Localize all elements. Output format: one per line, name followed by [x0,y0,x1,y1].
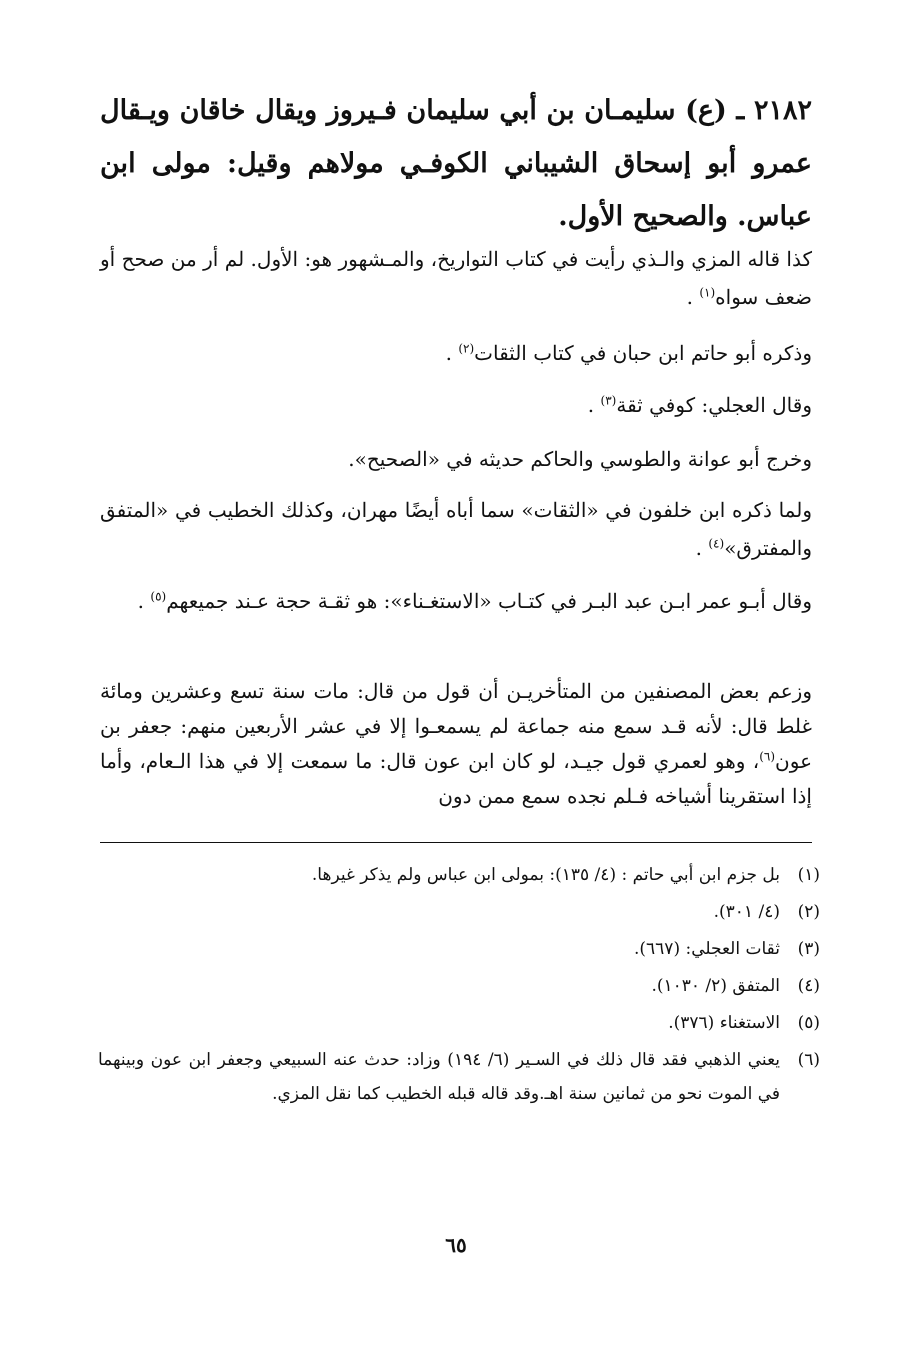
footnote-number: (٣) [797,939,820,959]
paragraph-tail: . [686,285,700,309]
footnote-text: الاستغناء (٣٧٦). [668,1013,780,1033]
footnote-ref-5[interactable]: (٥) [150,589,167,604]
footnote-6 [98,1043,820,1111]
footnote-1 [98,858,820,892]
footnote-number: (٤) [797,976,820,996]
footnote-ref-3[interactable]: (٣) [600,393,617,408]
page-number: ٦٥ [445,1233,467,1257]
paragraph-text: ولما ذكره ابن خلفون في «الثقات» سما أباه أيضًا مهران، وكذلك الخطيب في «المتفق والمفترق» [100,498,812,560]
footnotes-section [98,858,820,1114]
paragraph-text: وقال العجلي: كوفي ثقة [616,393,812,417]
footnote-4 [98,969,820,1003]
footnote-ref-4[interactable]: (٤) [708,536,725,551]
paragraph-5 [100,491,812,567]
footnote-divider [100,842,812,843]
footnote-text: ثقات العجلي: (٦٦٧). [633,939,780,959]
paragraph-1 [100,240,812,316]
paragraph-text: وزعم بعض المصنفين من المتأخريـن أن قول من قال: مات سنة تسع وعشرين ومائة غلط قال: لأنه قـد سمع منه جماعة لم يسمعـوا إلا في عشر الأربعين منهم: جعفر بن عون [100,679,812,773]
footnote-number: (٥) [797,1013,820,1033]
footnote-ref-6[interactable]: (٦) [759,749,776,764]
footnote-5 [98,1006,820,1040]
footnote-number: (٢) [797,902,820,922]
footnote-text: يعني الذهبي فقد قال ذلك في السـير (٦/ ١٩٤) وزاد: حدث عنه السبيعي وجعفر ابن عون وبينهما في الموت نحو من ثمانين سنة اهـ.وقد قاله قبله الخطيب كما نقل المزي. [98,1050,780,1104]
footnote-2 [98,895,820,929]
footnote-ref-1[interactable]: (١) [699,285,716,300]
footnote-number: (١) [797,865,820,885]
paragraph-7 [100,674,812,814]
paragraph-tail: . [445,341,459,365]
paragraph-tail: . [137,589,151,613]
paragraph-text: وقال أبـو عمر ابـن عبد البـر في كتـاب «الاستغـناء»: هو ثقـة حجة عـند جميعهم [166,589,812,613]
paragraph-tail: ، وهو لعمري قول جيـد، لو كان ابن عون قال: ما سمعت إلا في هذا الـعام، وأما إذا استقرينا أشياخه فـلم نجده سمع ممن دون [100,749,812,808]
footnote-number: (٦) [797,1050,820,1070]
footnote-text: المتفق (٢/ ١٠٣٠). [651,976,780,996]
paragraph-text: كذا قاله المزي والـذي رأيت في كتاب التواريخ، والمـشهور هو: الأول. لم أر من صحح أو ضعف سواه [100,247,812,309]
footnote-text: (٤/ ٣٠١). [713,902,780,922]
entry-title: ٢١٨٢ ـ (ع) سليمـان بن أبي سليمان فـيروز ويقال خاقان ويـقال عمرو أبو إسحاق الشيباني الكوفـي مولاهم وقيل: مولى ابن عباس. والصحيح الأول. [100,95,812,232]
paragraph-tail: . [587,393,601,417]
paragraph-6 [100,582,812,620]
paragraph-text: وخرج أبو عوانة والطوسي والحاكم حديثه في «الصحيح». [348,447,812,471]
paragraph-2 [100,334,812,372]
paragraph-4 [100,440,812,478]
footnote-text: بل جزم ابن أبي حاتم : (٤/ ١٣٥): بمولى ابن عباس ولم يذكر غيرها. [311,865,780,885]
footnote-ref-2[interactable]: (٢) [458,341,475,356]
footnote-3 [98,932,820,966]
paragraph-3 [100,386,812,424]
paragraph-tail: . [695,536,709,560]
paragraph-text: وذكره أبو حاتم ابن حبان في كتاب الثقات [474,341,812,365]
